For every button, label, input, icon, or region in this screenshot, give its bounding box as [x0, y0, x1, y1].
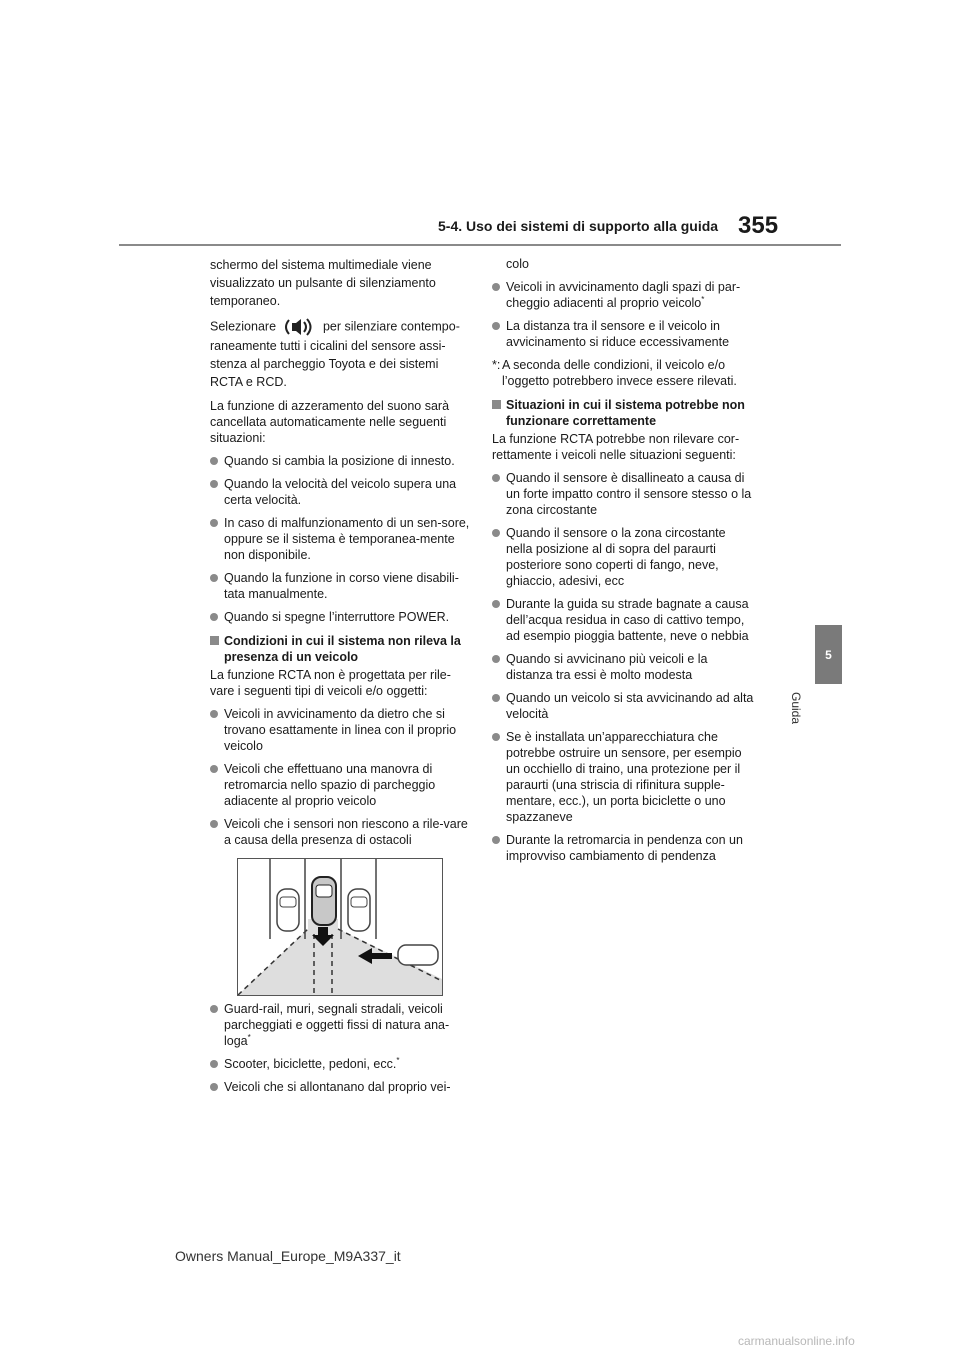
- watermark: carmanualsonline.info: [738, 1334, 855, 1348]
- chapter-label: Guida: [789, 692, 803, 725]
- list-item: Se è installata un’apparecchiatura che potrebbe ostruire un sensore, per esempio un occhiello di traino, una protezione per il paraurti (una striscia di rifinitura supple-mentare, ecc.), un porta biciclette o uno spazzaneve: [492, 729, 754, 825]
- list-item: Veicoli che si allontanano dal proprio vei-: [210, 1079, 472, 1095]
- header-rule: [119, 244, 841, 246]
- section-heading: Condizioni in cui il sistema non rileva la presenza di un veicolo: [210, 633, 472, 665]
- list-item: Veicoli che effettuano una manovra di retromarcia nello spazio di parcheggio adiacente al proprio veicolo: [210, 761, 472, 809]
- list-item: Guard-rail, muri, segnali stradali, veicoli parcheggiati e oggetti fissi di natura ana-loga*: [210, 1001, 472, 1049]
- column-left: [210, 256, 472, 855]
- list-item: Durante la retromarcia in pendenza con un improvviso cambiamento di pendenza: [492, 832, 754, 864]
- list-item: In caso di malfunzionamento di un sen-sore, oppure se il sistema è temporanea-mente non disponibile.: [210, 515, 472, 563]
- list-item: Veicoli in avvicinamento da dietro che si trovano esattamente in linea con il proprio veicolo: [210, 706, 472, 754]
- list-item: Scooter, biciclette, pedoni, ecc.*: [210, 1056, 472, 1072]
- select-text: Selezionare per silenziare contempo- raneamente tutti i cicalini del sensore assi-stenza al parcheggio Toyota e dei sistemi RCTA e RCD.: [210, 317, 472, 391]
- footnote: *: A seconda delle condizioni, il veicolo e/o l’oggetto potrebbero invece essere rilevati.: [492, 358, 737, 388]
- footer-manual-id: Owners Manual_Europe_M9A337_it: [175, 1248, 401, 1264]
- heading-text: La funzione RCTA non è progettata per rile-vare i seguenti tipi di veicoli e/o oggetti:: [210, 668, 451, 698]
- chapter-number: 5: [825, 647, 832, 662]
- list-item: Veicoli in avvicinamento dagli spazi di par-cheggio adiacenti al proprio veicolo*: [492, 279, 754, 311]
- list-item: Quando un veicolo si sta avvicinando ad alta velocità: [492, 690, 754, 722]
- speaker-mute-icon: [280, 317, 320, 337]
- parking-illustration: [237, 858, 443, 996]
- list-item: Quando si avvicinano più veicoli e la distanza tra essi è molto modesta: [492, 651, 754, 683]
- intro-text: schermo del sistema multimediale viene visualizzato un pulsante di silenziamento temporaneo.: [210, 258, 436, 308]
- page-number: 355: [738, 212, 779, 239]
- list-item: Quando il sensore è disallineato a causa di un forte impatto contro il sensore stesso o la zona circostante: [492, 470, 754, 518]
- column-right: [492, 256, 754, 871]
- heading-text: La funzione RCTA potrebbe non rilevare cor-rettamente i veicoli nelle situazioni seguenti:: [492, 432, 740, 462]
- section-heading: Situazioni in cui il sistema potrebbe non funzionare correttamente: [492, 397, 754, 429]
- list-item: La distanza tra il sensore e il veicolo in avvicinamento si riduce eccessivamente: [492, 318, 754, 350]
- list-item: Veicoli che i sensori non riescono a rile-vare a causa della presenza di ostacoli: [210, 816, 472, 848]
- list-item: Quando la velocità del veicolo supera una certa velocità.: [210, 476, 472, 508]
- section-title: 5-4. Uso dei sistemi di supporto alla guida: [438, 218, 719, 234]
- list-item: Durante la guida su strade bagnate a causa dell’acqua residua in caso di cattivo tempo, ad esempio pioggia battente, neve o nebbia: [492, 596, 754, 644]
- cancel-text: La funzione di azzeramento del suono sarà cancellata automaticamente nelle seguenti situazioni:: [210, 399, 450, 445]
- column-left-lower: [210, 1001, 472, 1102]
- list-item: Quando si spegne l’interruttore POWER.: [210, 609, 472, 625]
- list-item: Quando il sensore o la zona circostante nella posizione al di sopra del paraurti posteriore sono coperti di fango, neve, ghiaccio, adesivi, ecc: [492, 525, 754, 589]
- continued-text: colo: [506, 257, 529, 271]
- list-item: Quando si cambia la posizione di innesto.: [210, 453, 472, 469]
- chapter-tab[interactable]: [815, 625, 842, 684]
- list-item: Quando la funzione in corso viene disabili-tata manualmente.: [210, 570, 472, 602]
